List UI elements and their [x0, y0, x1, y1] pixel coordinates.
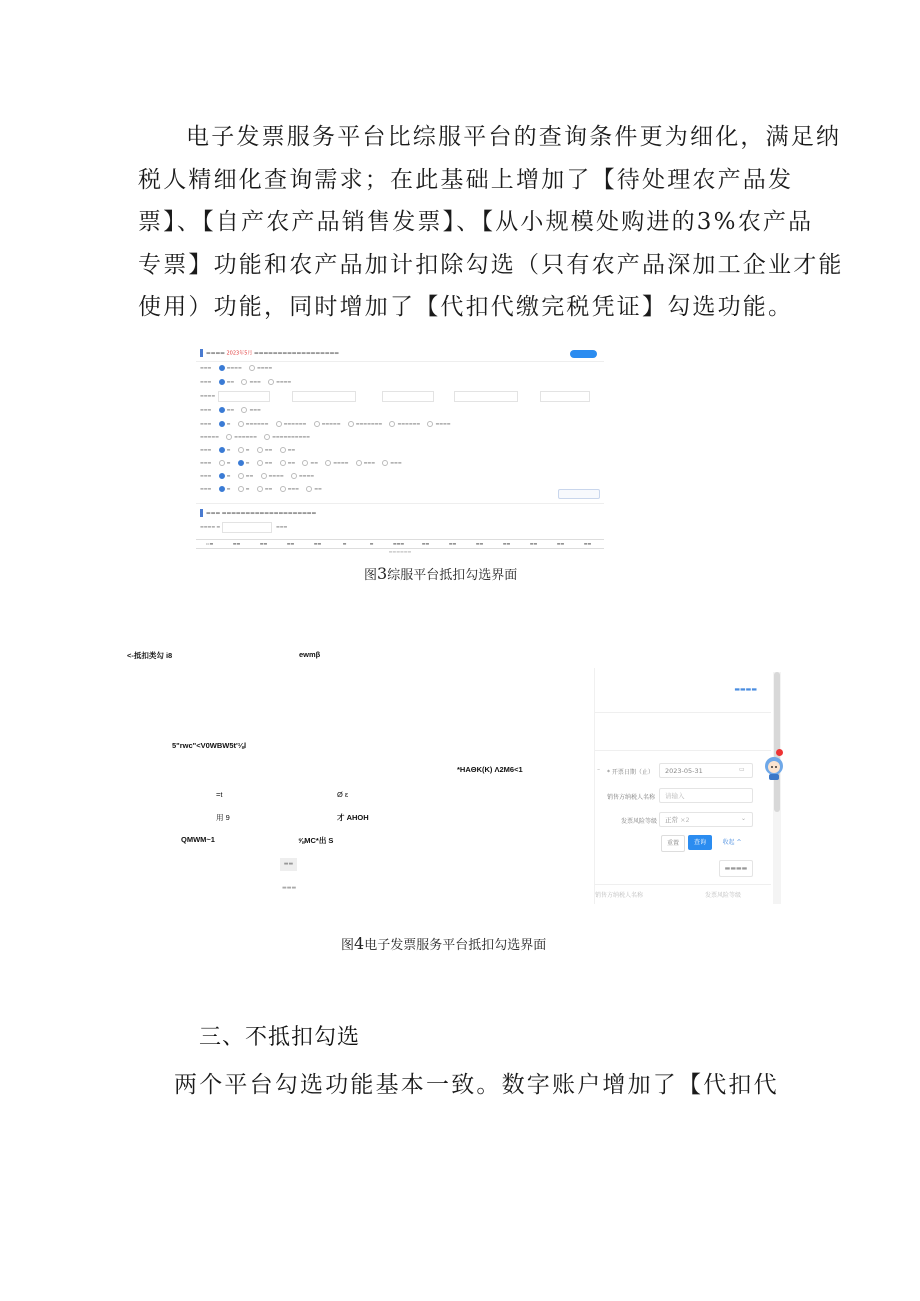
query-button: 查询: [688, 835, 712, 850]
paragraph-line: 两个平台勾选功能基本一致。数字账户增加了【代扣代: [174, 1072, 779, 1098]
figure-3-table-header: ▭▬ ▬▬ ▬▬ ▬▬ ▬▬ ▬ ▬ ▬▬▬ ▬▬ ▬▬ ▬▬ ▬▬ ▬▬ ▬▬ ▬▬: [196, 539, 604, 549]
section-heading: 三、不抵扣勾选: [199, 1025, 361, 1050]
figure-4-ocr-text: =t: [216, 790, 223, 799]
figure-4-faded-text: ▬▬▬: [282, 885, 297, 891]
figure-4-ocr-text: Ø ε: [337, 790, 349, 799]
table-col-risk: 发票风险等级: [705, 892, 742, 899]
table-col-seller: 销售方纳税人名称: [595, 892, 644, 899]
date-end-field: 2023-05-31: [659, 763, 753, 778]
paragraph-line: 税人精细化查询需求；在此基础上增加了【待处理农产品发: [138, 166, 794, 193]
seller-name-field: 请输入: [659, 788, 753, 803]
figure-4-ocr-text: *HAΘK(K) Λ2M6<1: [457, 765, 523, 774]
calendar-icon: ▭: [739, 766, 745, 773]
figure-3-result-title: ▬▬▬ ▬▬▬▬▬▬▬▬▬▬▬▬▬▬▬▬▬▬▬▬: [200, 509, 316, 519]
figure-4-ocr-text: 用 9: [216, 813, 230, 822]
figure-3-caption: 图3综服平台抵扣勾选界面: [364, 564, 518, 583]
paragraph-line: 电子发票服务平台比综服平台的查询条件更为细化，满足纳: [186, 124, 842, 150]
date-end-label: * 开票日期（止）: [607, 769, 654, 776]
seller-name-label: 销售方纳税人名称: [607, 794, 656, 801]
paragraph-line: 专票】功能和农产品加计扣除勾选（只有农产品深加工企业才能: [138, 251, 844, 278]
figure-4-screenshot-panel: ▬▬▬▬ ⁻ * 开票日期（止） 2023-05-31 ▭ 销售方纳税人名称 请输入 发票风险等级 正常 ×2 ⌄ 重置 查询 收起 ^ ▬▬▬▬ 销售方纳税人名称 发票风险等级: [594, 668, 783, 904]
intro-paragraph: [138, 116, 844, 329]
figure-4-ocr-text: QMWM~1: [181, 835, 215, 844]
chevron-down-icon: ⌄: [741, 815, 747, 822]
collapse-toggle: 收起 ^: [722, 839, 742, 846]
assistant-avatar-icon: [764, 755, 784, 781]
paragraph-line: 使用）功能，同时增加了【代扣代缴完税凭证】勾选功能。: [138, 294, 794, 320]
faded-right-button: ▬▬▬▬: [719, 860, 753, 877]
paragraph-line: 票】、【自产农产品销售发票】、【从小规模处购进的3%农产品: [138, 209, 814, 235]
figure-4-faded-button: ▬▬: [280, 858, 297, 871]
figure-4-ocr-text: <-抵扣类勾 i8: [127, 651, 173, 660]
figure-4-caption: 图4电子发票服务平台抵扣勾选界面: [341, 934, 547, 953]
reset-button: 重置: [661, 835, 685, 852]
figure-3-query-button: [570, 350, 597, 358]
section-paragraph: [174, 1064, 824, 1107]
figure-3-title-bar: ▬▬▬▬ 2023年5月 ▬▬▬▬▬▬▬▬▬▬▬▬▬▬▬▬▬▬: [200, 349, 339, 359]
figure-4-ocr-text: 才 AHOH: [337, 813, 369, 822]
figure-4-ocr-text: ⅝MC*出 S: [298, 836, 334, 845]
risk-level-label: 发票风险等级: [621, 818, 658, 825]
figure-4-ocr-text: ewmβ: [299, 650, 321, 659]
figure-3-screenshot: ▬▬▬▬ 2023年5月 ▬▬▬▬▬▬▬▬▬▬▬▬▬▬▬▬▬▬ ▬▬▬ ▬▬▬▬ ▬▬▬▬ ▬▬▬ ▬▬ ▬▬▬ ▬▬▬▬ ▬▬▬▬ ▬▬▬ ▬▬ ▬▬▬ ▬▬▬ ▬ ▬▬▬▬▬▬ ▬▬▬▬▬▬ ▬▬▬▬▬ ▬▬▬▬▬▬▬ ▬▬▬▬▬▬ ▬▬▬▬ ▬▬▬▬▬ ▬▬▬▬▬▬ ▬▬▬▬▬▬▬▬▬▬ ▬▬▬ ▬ ▬ ▬▬ ▬▬ ▬▬▬ ▬ ▬ ▬▬ ▬▬ ▬▬ ▬▬▬▬ ▬▬▬ ▬▬▬ ▬▬▬ ▬ ▬▬ ▬▬▬▬ ▬▬▬▬ ▬▬▬ ▬ ▬ ▬▬ ▬▬▬ ▬▬ ▬▬▬ ▬▬▬▬▬▬▬▬▬▬▬▬▬▬▬▬▬▬▬▬ ▬▬▬▬ ▬ ▬▬▬ ▭▬ ▬▬ ▬▬ ▬▬ ▬▬ ▬ ▬ ▬▬▬ ▬▬ ▬▬ ▬▬ ▬▬ ▬▬ ▬▬ ▬▬ ▬▬▬▬▬▬: [196, 343, 604, 555]
risk-level-select: 正常 ×2: [659, 812, 753, 827]
panel-scrollbar: [773, 672, 781, 904]
panel-top-link: ▬▬▬▬: [734, 686, 757, 693]
figure-4-ocr-text: 5"rwc"<V0WBW5t'⅛l: [172, 741, 247, 750]
